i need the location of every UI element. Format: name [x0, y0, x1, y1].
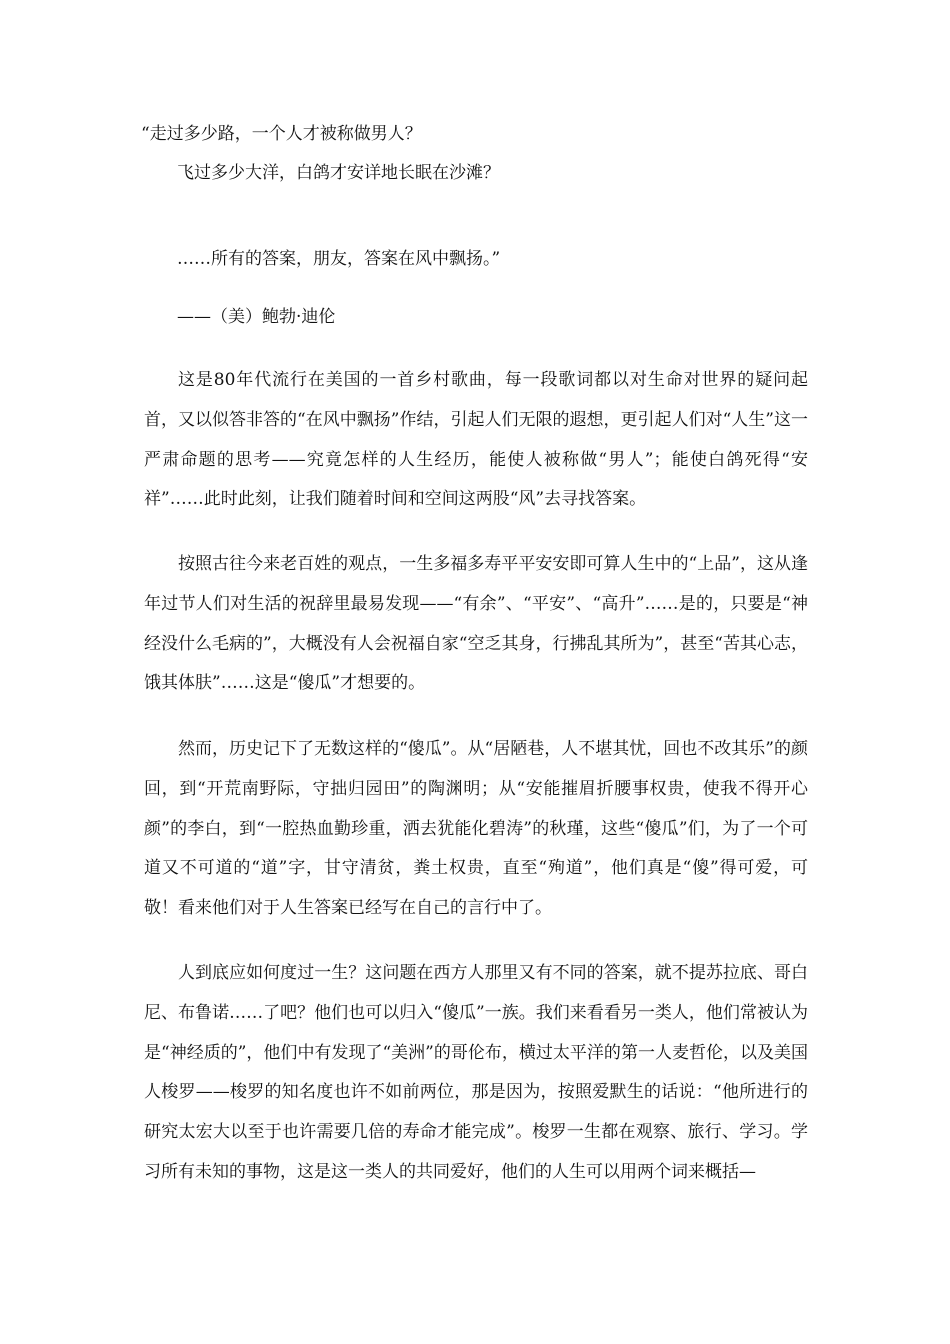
paragraph-4: 人到底应如何度过一生？这问题在西方人那里又有不同的答案，就不提苏拉底、哥白尼、布鲁诺……了吧？他们也可以归入“傻瓜”一族。我们来看看另一类人，他们常被认为是“神经质的”，他们中有发现了“美洲”的哥伦布，横过太平洋的第一人麦哲伦，以及美国人梭罗——梭罗的知名度也许不如前两位，那是因为，按照爱默生的话说：“他所进行的研究太宏大以至于也许需要几倍的寿命才能完成”。梭罗一生都在观察、旅行、学习。学习所有未知的事物，这是这一类人的共同爱好，他们的人生可以用两个词来概括— [144, 963, 808, 1182]
lyric-line-2: 飞过多少大洋，白鸽才安详地长眠在沙滩？ [177, 163, 500, 183]
paragraph-3: 然而，历史记下了无数这样的“傻瓜”。从“居陋巷，人不堪其忧，回也不改其乐”的颜回，到“开荒南野际，守拙归园田”的陶渊明；从“安能摧眉折腰事权贵，使我不得开心颜”的李白，到“一腔热血勤珍重，洒去犹能化碧涛”的秋瑾，这些“傻瓜”们，为了一个可道又不可道的“道”字，甘守清贫，粪土权贵，直至“殉道”，他们真是“傻”得可爱，可敬！看来他们对于人生答案已经写在自己的言行中了。 [144, 739, 808, 919]
lyric-attribution: ——（美）鲍勃·迪伦 [177, 307, 336, 327]
lyric-line-3: ……所有的答案，朋友，答案在风中飘扬。” [177, 249, 501, 269]
paragraph-1: 这是80年代流行在美国的一首乡村歌曲，每一段歌词都以对生命对世界的疑问起首，又以似答非答的“在风中飘扬”作结，引起人们无限的遐想，更引起人们对“人生”这一严肃命题的思考——究竟怎样的人生经历，能使人被称做“男人”；能使白鸽死得“安祥”……此时此刻，让我们随着时间和空间这两股“风”去寻找答案。 [144, 370, 808, 510]
lyric-line-1: “走过多少路，一个人才被称做男人？ [141, 124, 422, 144]
paragraph-2: 按照古往今来老百姓的观点，一生多福多寿平平安安即可算人生中的“上品”，这从逢年过节人们对生活的祝辞里最易发现——“有余”、“平安”、“高升”……是的，只要是“神经没什么毛病的”，大概没有人会祝福自家“空乏其身，行拂乱其所为”，甚至“苦其心志，饿其体肤”……这是“傻瓜”才想要的。 [144, 554, 808, 694]
